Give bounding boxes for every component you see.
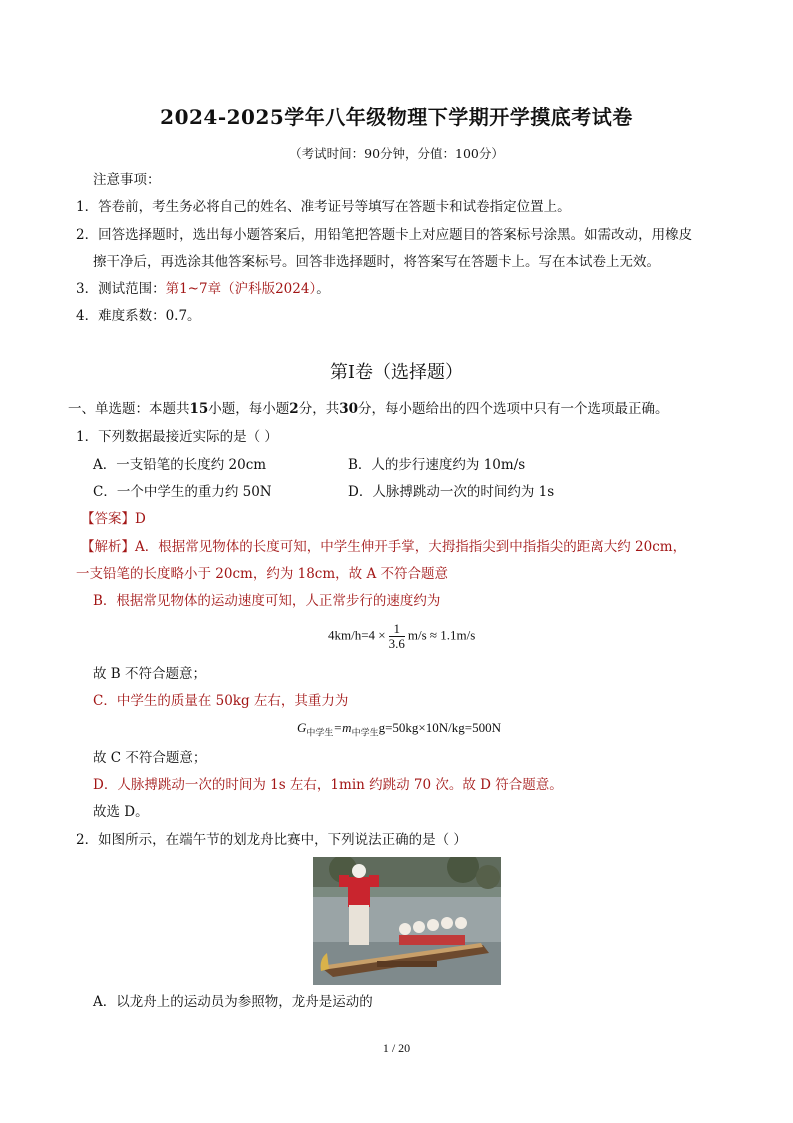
q1-option-b: B．人的步行速度约为 10m/s [348,457,526,473]
q1-analysis-line-4: 故 B 不符合题意； [93,666,207,682]
q1-option-d: D．人脉搏跳动一次的时间约为 1s [348,484,555,500]
speed-formula [328,622,475,651]
q1-analysis-line-3: B．根据常见物体的运动速度可知，人正常步行的速度约为 [93,593,441,609]
test-scope: 第1~7章（沪科版2024） [165,281,317,297]
q1-analysis-line-7: D．人脉搏跳动一次的时间为 1s 左右，1min 约跳动 70 次。故 D 符合题意。 [93,777,563,793]
q1-analysis-line-6: 故 C 不符合题意； [93,750,207,766]
q1-option-c: C．一个中学生的重力约 50N [93,484,272,500]
notice-heading: 注意事项： [93,172,161,188]
notice-item-2-cont: 擦干净后，再选涂其他答案标号。回答非选择题时，将答案写在答题卡上。写在本试卷上无效。 [93,254,660,270]
analysis-text: A．根据常见物体的长度可知，中学生伸开手掌，大拇指指尖到中指指尖的距离大约 20cm， [135,539,687,555]
fraction [389,622,405,651]
formula-sub-2: 中学生 [351,727,379,738]
q2-stem: 2．如图所示，在端午节的划龙舟比赛中，下列说法正确的是（ ） [76,832,467,848]
part-mid1: 小题，每小题 [208,401,290,417]
q1-analysis-line-8: 故选 D。 [93,804,149,820]
part-mid2: 分，共 [298,401,340,417]
formula-sub-1: 中学生 [306,727,334,738]
dragon-boat-illustration [313,857,501,985]
q2-option-a: A．以龙舟上的运动员为参照物，龙舟是运动的 [93,994,373,1010]
formula-left: 4km/h=4 × [328,627,386,643]
part-points-total: 30 [339,401,358,417]
formula-g: G [297,720,307,735]
notice-item-2: 2．回答选择题时，选出每小题答案后，用铅笔把答题卡上对应题目的答案标号涂黑。如需改动，用橡皮 [76,227,693,243]
fraction-numerator: 1 [389,622,405,637]
formula-right: m/s ≈ 1.1m/s [407,627,476,643]
gravity-formula [297,720,501,739]
formula-m: =m [333,720,352,735]
dragon-boat-photo [313,857,501,985]
part-count: 15 [189,401,209,417]
q1-analysis-line-5: C．中学生的质量在 50kg 左右，其重力为 [93,693,349,709]
q1-analysis-line-1 [81,538,686,556]
notice-item-3-label: 3．测试范围： [76,281,166,297]
q1-option-a: A．一支铅笔的长度约 20cm [93,457,267,473]
notice-item-3 [76,280,330,298]
exam-info: （考试时间：90分钟，分值：100分） [289,146,504,161]
formula-rest: g=50kg×10N/kg=500N [378,720,501,735]
q1-answer [81,510,146,528]
notice-item-4: 4．难度系数：0.7。 [76,308,201,324]
answer-label: 【答案】 [81,511,135,527]
notice-item-3-end: 。 [316,281,330,297]
notice-item-1: 1．答卷前，考生务必将自己的姓名、准考证号等填写在答题卡和试卷指定位置上。 [76,199,571,215]
part-prefix: 一、单选题：本题共 [68,401,190,417]
fraction-denominator: 3.6 [388,636,405,651]
answer-value: D [135,511,146,527]
part-suffix: 分，每小题给出的四个选项中只有一个选项最正确。 [358,401,669,417]
q1-analysis-line-2: 一支铅笔的长度略小于 20cm，约为 18cm，故 A 不符合题意 [76,566,448,582]
page-title: 2024-2025学年八年级物理下学期开学摸底考试卷 [160,105,633,129]
analysis-label: 【解析】 [81,539,135,555]
page-number: 1 / 20 [382,1041,411,1055]
part-points-each: 2 [289,401,299,417]
part-heading [68,400,669,418]
q1-stem: 1．下列数据最接近实际的是（ ） [76,429,278,445]
section-title: 第Ⅰ卷（选择题） [329,362,464,383]
